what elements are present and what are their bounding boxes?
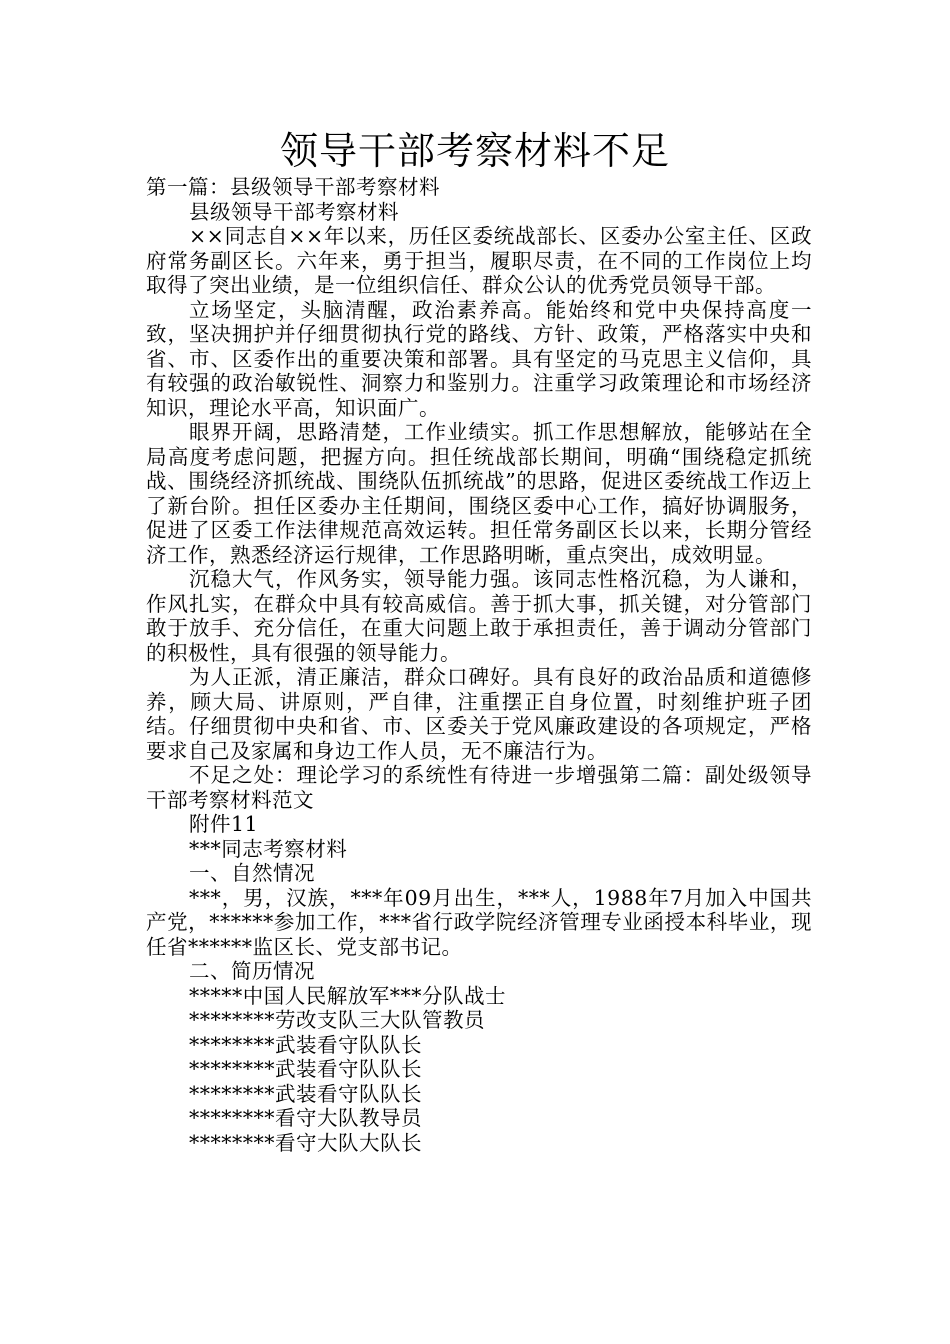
paragraph: 眼界开阔，思路清楚，工作业绩实。抓工作思想解放，能够站在全局高度考虑问题，把握方向。担任统战部长期间，明确“围绕稳定抓统战、围绕经济抓统战、围绕队伍抓统战”的思路，促进区委统战工作迈上了新台阶。担任区委办主任期间，围绕区委中心工作，搞好协调服务，促进了区委工作法律规范高效运转。担任常务副区长以来，长期分管经济工作，熟悉经济运行规律，工作思路明晰，重点突出，成效明显。 (146, 420, 812, 567)
section-subtitle: 县级领导干部考察材料 (189, 199, 399, 224)
natural-heading: 一、自然情况 (189, 861, 315, 885)
resume-heading: 二、简历情况 (189, 959, 315, 983)
paragraph: 为人正派，清正廉洁，群众口碑好。具有良好的政治品质和道德修养，顾大局、讲原则，严自律，注重摆正自身位置，时刻维护班子团结。仔细贯彻中央和省、市、区委关于党风廉政建设的各项规定，严格要求自己及家属和身边工作人员，无不廉洁行为。 (146, 665, 812, 763)
document-title: 领导干部考察材料不足 (279, 129, 670, 173)
document-body (146, 175, 812, 1155)
paragraph: 立场坚定，头脑清醒，政治素养高。能始终和党中央保持高度一致，坚决拥护并仔细贯彻执行党的路线、方针、政策，严格落实中央和省、市、区委作出的重要决策和部署。具有坚定的马克思主义信仰，具有较强的政治敏锐性、洞察力和鉴别力。注重学习政策理论和市场经济知识，理论水平高，知识面广。 (146, 297, 812, 420)
resume-item: ********劳改支队三大队管教员 (189, 1008, 485, 1032)
resume-item: ********武装看守队队长 (189, 1057, 422, 1081)
resume-item: ********武装看守队队长 (189, 1032, 422, 1057)
section-heading: 第一篇：县级领导干部考察材料 (146, 175, 440, 199)
resume-item: ********武装看守队队长 (189, 1081, 422, 1106)
resume-item: *****中国人民解放军***分队战士 (189, 983, 506, 1008)
paragraph: 沉稳大气，作风务实，领导能力强。该同志性格沉稳，为人谦和，作风扎实，在群众中具有较高威信。善于抓大事，抓关键，对分管部门敢于放手、充分信任，在重大问题上敢于承担责任，善于调动分管部门的积极性，具有很强的领导能力。 (146, 567, 812, 665)
resume-item: ********看守大队大队长 (189, 1130, 422, 1155)
paragraph: ××同志自××年以来，历任区委统战部长、区委办公室主任、区政府常务副区长。六年来，勇于担当，履职尽责，在不同的工作岗位上均取得了突出业绩，是一位组织信任、群众公认的优秀党员领导干部。 (146, 224, 812, 297)
attachment-label: 附件11 (189, 812, 259, 836)
natural-text: ***，男，汉族，***年09月出生，***人，1988年7月加入中国共产党，******参加工作，***省行政学院经济管理专业函授本科毕业，现任省******监区长、党支部书记。 (146, 885, 812, 959)
section-title: ***同志考察材料 (189, 836, 348, 861)
paragraph: 不足之处：理论学习的系统性有待进一步增强第二篇：副处级领导干部考察材料范文 (146, 763, 812, 812)
resume-item: ********看守大队教导员 (189, 1106, 422, 1130)
